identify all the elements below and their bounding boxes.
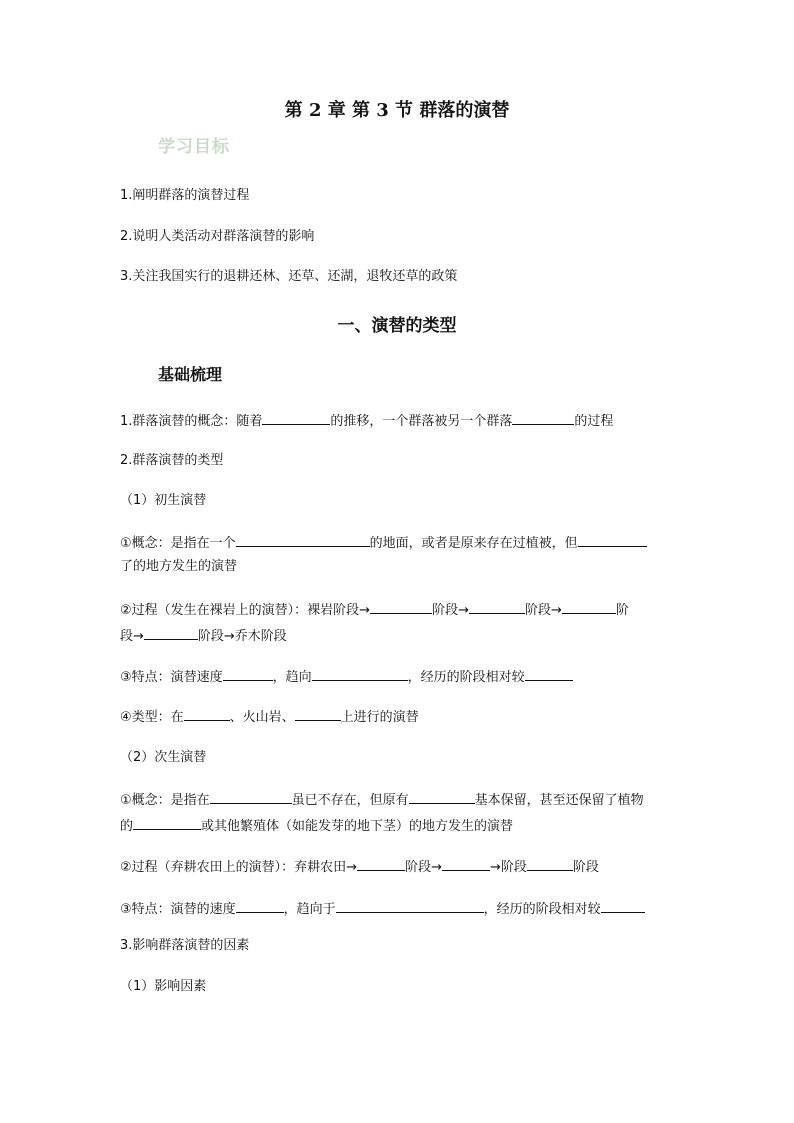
blank-field[interactable] xyxy=(512,410,574,425)
blank-field[interactable] xyxy=(409,789,475,804)
secondary-concept-line: ①概念：是指在 虽已不存在，但原有 基本保留，甚至还保留了植物 xyxy=(120,789,644,811)
blank-field[interactable] xyxy=(295,706,341,721)
blank-field[interactable] xyxy=(601,898,645,913)
sub-heading: 基础梳理 xyxy=(158,365,223,384)
blank-field[interactable] xyxy=(144,625,198,640)
primary-process-line-cont: 段→ 阶段→乔木阶段 xyxy=(120,625,287,647)
concept-line: 1.群落演替的概念：随着 的推移，一个群落被另一个群落 的过程 xyxy=(120,410,613,432)
goals-heading: 学习目标 xyxy=(158,137,230,157)
blank-field[interactable] xyxy=(262,410,330,425)
blank-field[interactable] xyxy=(562,599,616,614)
page-title: 第 2 章 第 3 节 群落的演替 xyxy=(284,100,510,121)
primary-concept-line-cont: 了的地方发生的演替 xyxy=(120,559,238,574)
primary-concept-line: ①概念：是指在一个 的地面，或者是原来存在过植被，但 xyxy=(120,532,647,554)
blank-field[interactable] xyxy=(210,789,292,804)
goal-item-3: 3.关注我国实行的退耕还林、还草、还湖，退牧还草的政策 xyxy=(120,269,458,284)
blank-field[interactable] xyxy=(236,532,370,547)
blank-field[interactable] xyxy=(525,666,573,681)
blank-field[interactable] xyxy=(312,666,408,681)
secondary-concept-line-cont: 的 或其他繁殖体（如能发芽的地下茎）的地方发生的演替 xyxy=(120,815,513,837)
primary-features-line: ③特点：演替速度 ，趋向 ，经历的阶段相对较 xyxy=(120,666,573,688)
blank-field[interactable] xyxy=(236,898,284,913)
types-line: 2.群落演替的类型 xyxy=(120,453,224,468)
primary-process-line: ②过程（发生在裸岩上的演替）：裸岩阶段→ 阶段→ 阶段→ 阶 xyxy=(120,599,629,621)
blank-field[interactable] xyxy=(469,599,525,614)
goal-item-1: 1.阐明群落的演替过程 xyxy=(120,188,250,203)
blank-field[interactable] xyxy=(133,815,201,830)
primary-type-line: ④类型：在 、火山岩、 上进行的演替 xyxy=(120,706,419,728)
goal-item-2: 2.说明人类活动对群落演替的影响 xyxy=(120,229,315,244)
factors-heading: 3.影响群落演替的因素 xyxy=(120,938,250,953)
blank-field[interactable] xyxy=(578,532,647,547)
blank-field[interactable] xyxy=(223,666,273,681)
blank-field[interactable] xyxy=(336,898,484,913)
section-title: 一、演替的类型 xyxy=(337,316,457,336)
factors-subheading: （1）影响因素 xyxy=(120,979,207,994)
primary-succession-heading: （1）初生演替 xyxy=(120,493,207,508)
blank-field[interactable] xyxy=(527,856,573,871)
secondary-succession-heading: （2）次生演替 xyxy=(120,750,207,765)
blank-field[interactable] xyxy=(442,856,490,871)
blank-field[interactable] xyxy=(357,856,405,871)
secondary-features-line: ③特点：演替的速度 ，趋向于 ，经历的阶段相对较 xyxy=(120,898,645,920)
secondary-process-line: ②过程（弃耕农田上的演替）：弃耕农田→ 阶段→ →阶段 阶段 xyxy=(120,856,599,878)
blank-field[interactable] xyxy=(184,706,230,721)
blank-field[interactable] xyxy=(370,599,432,614)
